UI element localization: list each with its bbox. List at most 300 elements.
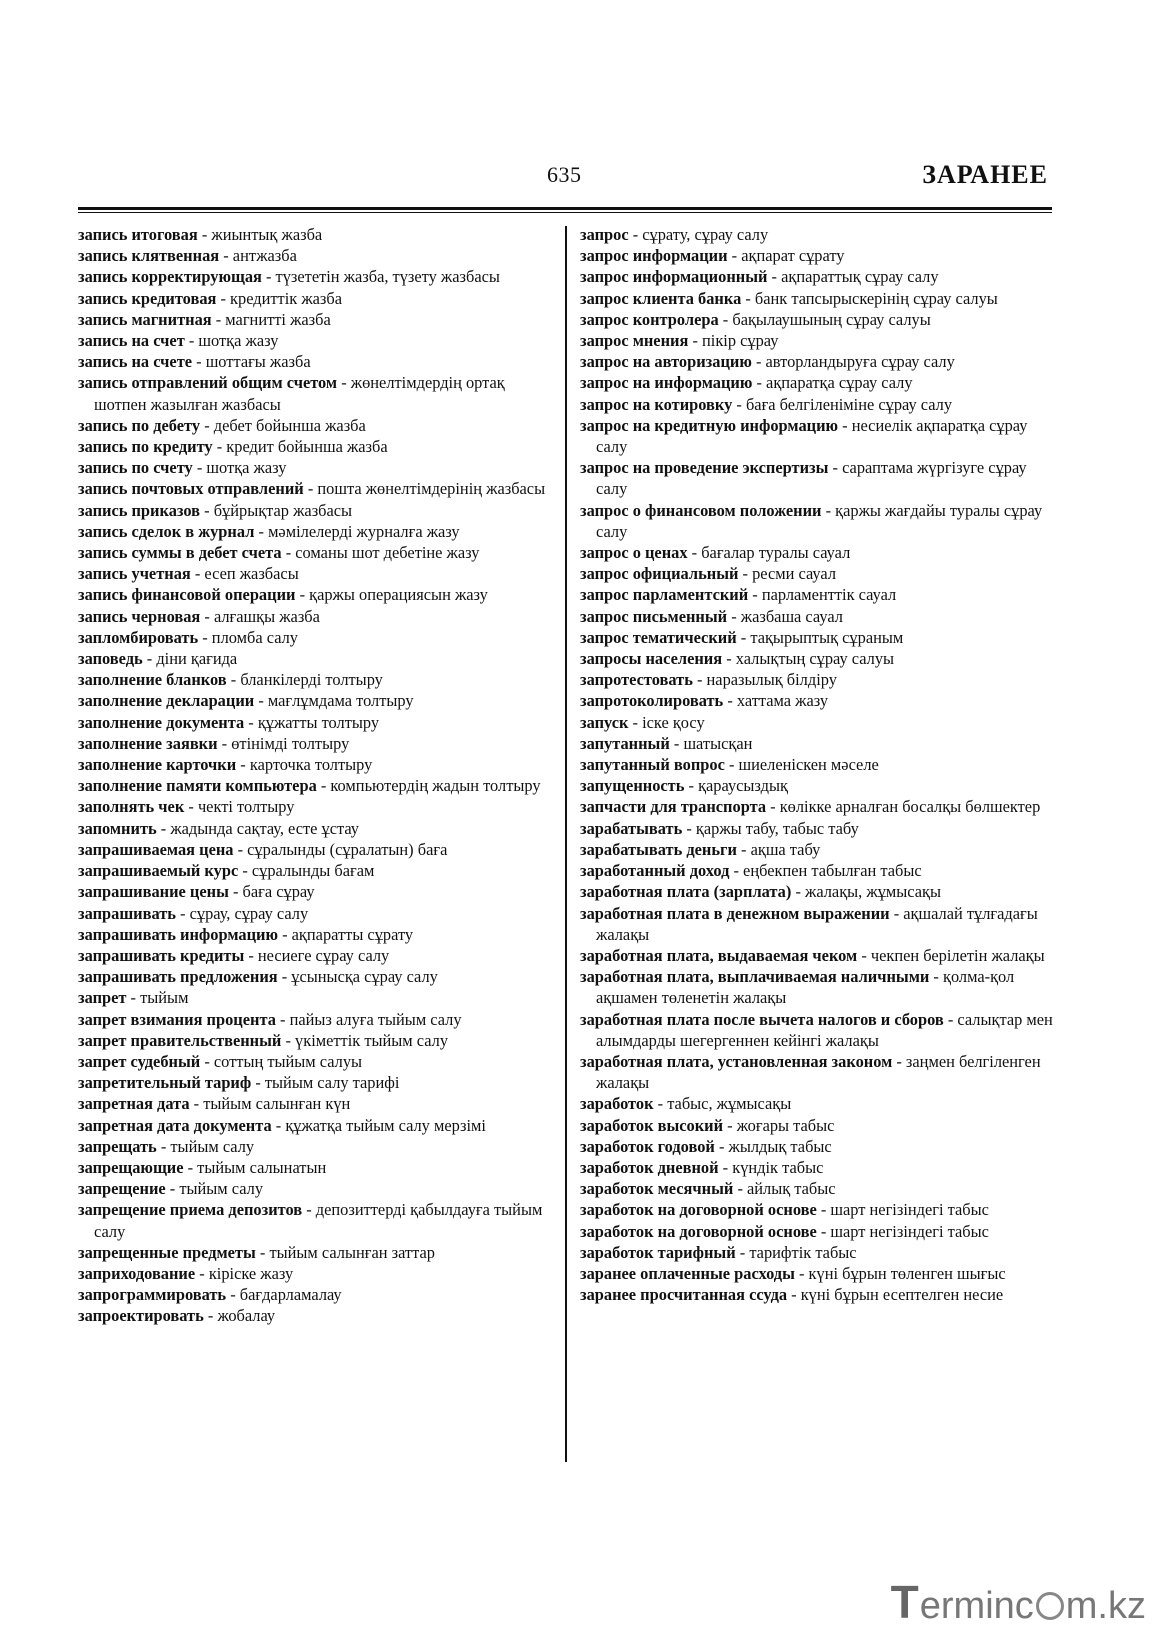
- entry-separator: -: [212, 437, 227, 457]
- entry-term: заработная плата (зарплата): [580, 882, 792, 902]
- entry-separator: -: [195, 1263, 209, 1283]
- dictionary-entry: [78, 1157, 558, 1178]
- entry-separator: -: [816, 1200, 831, 1220]
- dictionary-entry: [580, 500, 1055, 542]
- entry-definition: сұралынды бағам: [251, 861, 375, 881]
- entry-separator: -: [337, 373, 351, 393]
- entry-definition: магнитті жазба: [225, 309, 331, 329]
- entry-term: запись почтовых отправлений: [78, 479, 304, 499]
- entry-separator: -: [302, 1200, 316, 1220]
- dictionary-entry: [580, 415, 1055, 457]
- dictionary-entry: [580, 245, 1055, 266]
- entry-term: запись сделок в журнал: [78, 521, 255, 541]
- entry-separator: -: [175, 903, 190, 923]
- dictionary-entry: [580, 966, 1055, 1008]
- dictionary-entry: [78, 966, 558, 987]
- entry-term: запросы населения: [580, 649, 723, 669]
- dictionary-entry: [78, 1178, 558, 1199]
- entry-definition: күні бұрын есептелген несие: [800, 1285, 1004, 1305]
- entry-definition: авторландыруға сұрау салу: [765, 352, 955, 372]
- entry-separator: -: [184, 331, 199, 351]
- entry-definition: жылдық табыс: [728, 1136, 832, 1156]
- entry-separator: -: [724, 755, 739, 775]
- entry-term: запрос информационный: [580, 267, 768, 287]
- entry-definition: күні бұрын төленген шығыс: [808, 1263, 1006, 1283]
- dictionary-entry: [78, 881, 558, 902]
- entry-separator: -: [200, 606, 214, 626]
- dictionary-entry: [78, 754, 558, 775]
- entry-definition: ресми сауал: [752, 564, 836, 584]
- dictionary-entry: [580, 372, 1055, 393]
- dictionary-entry: [78, 796, 558, 817]
- entry-separator: -: [219, 246, 233, 266]
- entry-term: заработок дневной: [580, 1157, 719, 1177]
- dictionary-entry: [78, 987, 558, 1008]
- dictionary-entry: [78, 224, 558, 245]
- entry-term: запрещать: [78, 1136, 157, 1156]
- entry-definition: тыйым салынатын: [197, 1157, 327, 1177]
- entry-definition: ақпаратқа сұрау салу: [766, 373, 913, 393]
- dictionary-entry: [78, 733, 558, 754]
- dictionary-entry: [580, 563, 1055, 584]
- entry-definition: жиынтық жазба: [211, 225, 323, 244]
- watermark-t-icon: T: [890, 1576, 919, 1628]
- dictionary-entry: [580, 1136, 1055, 1157]
- entry-definition: несиеге сұрау салу: [257, 945, 390, 965]
- entry-term: заработок высокий: [580, 1115, 724, 1135]
- entry-definition: чекпен берілетін жалақы: [870, 945, 1045, 965]
- entry-term: запутанный вопрос: [580, 755, 725, 775]
- dictionary-entry: [78, 1051, 558, 1072]
- entry-definition: бақылаушының сұрау салуы: [732, 309, 931, 329]
- entry-definition: қолма-қол ақшамен төленетін жалақы: [596, 967, 1015, 1008]
- entry-separator: -: [197, 225, 212, 244]
- entry-term: заработок на договорной основе: [580, 1221, 817, 1241]
- entry-separator: -: [244, 945, 258, 965]
- watermark-text-a: erminc: [919, 1585, 1034, 1627]
- entry-separator: -: [281, 543, 296, 563]
- dictionary-entry: [78, 415, 558, 436]
- entry-term: зарабатывать деньги: [580, 839, 737, 859]
- entry-term: запись магнитная: [78, 309, 212, 329]
- entry-separator: -: [271, 1115, 286, 1135]
- entry-separator: -: [722, 649, 736, 669]
- dictionary-entry: [78, 372, 558, 414]
- dictionary-entry: [78, 1263, 558, 1284]
- entry-definition: сараптама жүргізуге сұрау салу: [596, 458, 1027, 499]
- entry-separator: -: [828, 458, 843, 478]
- entry-separator: -: [732, 394, 746, 414]
- entry-separator: -: [277, 967, 292, 987]
- entry-separator: -: [251, 1073, 265, 1093]
- entry-definition: хаттама жазу: [736, 691, 829, 711]
- dictionary-entry: [78, 1242, 558, 1263]
- entry-separator: -: [838, 415, 852, 435]
- entry-separator: -: [736, 839, 751, 859]
- entry-separator: -: [189, 1094, 204, 1114]
- entry-term: заполнение памяти компьютера: [78, 776, 317, 796]
- dictionary-entry: [78, 606, 558, 627]
- entry-separator: -: [787, 1285, 801, 1305]
- entry-definition: салықтар мен алымдарды шегергеннен кейінгі жалақы: [596, 1009, 1053, 1050]
- dictionary-entry: [580, 394, 1055, 415]
- entry-definition: тыйым салу: [179, 1179, 264, 1199]
- dictionary-entry: [580, 1115, 1055, 1136]
- dictionary-entry: [580, 881, 1055, 902]
- entry-term: запрашивать кредиты: [78, 945, 245, 965]
- entry-separator: -: [735, 1242, 750, 1262]
- dictionary-entry: [580, 351, 1055, 372]
- entry-separator: -: [684, 776, 699, 796]
- dictionary-entry: [78, 1009, 558, 1030]
- entry-separator: -: [692, 670, 707, 690]
- entry-definition: жалақы, жұмысақы: [805, 882, 941, 902]
- entry-separator: -: [733, 1179, 747, 1199]
- entry-separator: -: [303, 479, 318, 499]
- entry-term: запись финансовой операции: [78, 585, 296, 605]
- watermark-text-b: m.kz: [1065, 1585, 1146, 1627]
- entry-separator: -: [767, 267, 782, 287]
- entry-separator: -: [794, 1263, 809, 1283]
- entry-definition: қаржы табу, табыс табу: [695, 818, 859, 838]
- entry-definition: ақпараттық сұрау салу: [781, 267, 939, 287]
- dictionary-entry: [580, 1009, 1055, 1051]
- entry-definition: пікір сұрау: [702, 331, 779, 351]
- entry-definition: компьютердің жадын толтыру: [330, 776, 541, 796]
- entry-definition: карточка толтыру: [249, 755, 373, 775]
- entry-definition: кредит бойынша жазба: [226, 437, 388, 457]
- entry-term: запись по дебету: [78, 415, 201, 435]
- entry-definition: кредиттік жазба: [230, 288, 343, 308]
- entry-separator: -: [261, 267, 276, 287]
- entry-definition: ақпарат сұрату: [741, 246, 845, 266]
- entry-term: запись кредитовая: [78, 288, 217, 308]
- entry-separator: -: [816, 1221, 831, 1241]
- dictionary-entry: [78, 690, 558, 711]
- entry-definition: жадында сақтау, есте ұстау: [170, 818, 359, 838]
- dictionary-entry: [78, 309, 558, 330]
- entry-definition: дебет бойынша жазба: [213, 415, 366, 435]
- entry-definition: чекті толтыру: [197, 797, 295, 817]
- entry-separator: -: [156, 818, 171, 838]
- entry-definition: бағалар туралы сауал: [701, 543, 851, 563]
- dictionary-entry: [580, 733, 1055, 754]
- dictionary-entry: [78, 1305, 558, 1326]
- entry-definition: соттың тыйым салуы: [213, 1051, 363, 1071]
- entry-term: запрос информации: [580, 246, 728, 266]
- entry-definition: күндік табыс: [732, 1157, 824, 1177]
- dictionary-entry: [580, 690, 1055, 711]
- dictionary-entry: [78, 288, 558, 309]
- dictionary-entry: [78, 563, 558, 584]
- entry-definition: баға сұрау: [242, 882, 315, 902]
- dictionary-entry: [78, 839, 558, 860]
- entry-definition: шотқа жазу: [206, 458, 287, 478]
- dictionary-entry: [78, 818, 558, 839]
- entry-term: запрос на кредитную информацию: [580, 415, 839, 435]
- entry-definition: мәмілелерді журналға жазу: [268, 521, 460, 541]
- entry-definition: ұсынысқа сұрау салу: [291, 967, 438, 987]
- dictionary-entry: [78, 1093, 558, 1114]
- entry-definition: үкіметтік тыйым салу: [295, 1030, 449, 1050]
- dictionary-entry: [78, 1284, 558, 1305]
- dictionary-entry: [580, 584, 1055, 605]
- entry-term: запрос на авторизацию: [580, 352, 752, 372]
- entry-definition: қаржы операциясын жазу: [309, 585, 488, 605]
- entry-term: заработок: [580, 1094, 654, 1114]
- dictionary-entry: [580, 796, 1055, 817]
- dictionary-entry: [78, 478, 558, 499]
- dictionary-entry: [78, 351, 558, 372]
- entry-definition: табыс, жұмысақы: [667, 1094, 792, 1114]
- entry-separator: -: [943, 1009, 958, 1029]
- entry-term: заработок годовой: [580, 1136, 715, 1156]
- entry-separator: -: [217, 733, 232, 753]
- entry-term: запрос на информацию: [580, 373, 753, 393]
- dictionary-entry: [78, 903, 558, 924]
- entry-definition: банк тапсырыскерінің сұрау салуы: [754, 288, 998, 308]
- entry-term: заработная плата в денежном выражении: [580, 903, 890, 923]
- dictionary-entry: [78, 1072, 558, 1093]
- entry-term: запись итоговая: [78, 225, 198, 244]
- entry-term: заработная плата, выдаваемая чеком: [580, 945, 858, 965]
- entry-separator: -: [738, 564, 753, 584]
- entry-separator: -: [165, 1179, 180, 1199]
- entry-term: запротестовать: [580, 670, 693, 690]
- dictionary-entry: [78, 945, 558, 966]
- entry-term: заприходование: [78, 1263, 196, 1283]
- entry-separator: -: [727, 246, 742, 266]
- entry-term: запрос на проведение экспертизы: [580, 458, 829, 478]
- entry-term: запись на счете: [78, 352, 193, 372]
- entry-separator: -: [821, 500, 836, 520]
- entry-separator: -: [889, 903, 904, 923]
- dictionary-entry: [580, 606, 1055, 627]
- entry-term: заполнение карточки: [78, 755, 237, 775]
- entry-separator: -: [729, 861, 744, 881]
- entry-separator: -: [295, 585, 310, 605]
- dictionary-entry: [78, 521, 558, 542]
- dictionary-entry: [78, 627, 558, 648]
- entry-separator: -: [126, 988, 141, 1008]
- dictionary-entry: [580, 860, 1055, 881]
- entry-separator: -: [723, 691, 737, 711]
- entry-separator: -: [752, 373, 767, 393]
- entry-term: запутанный: [580, 733, 670, 753]
- dictionary-entry: [580, 1178, 1055, 1199]
- entry-term: запись корректирующая: [78, 267, 262, 287]
- entry-separator: -: [238, 861, 252, 881]
- entry-term: запрет: [78, 988, 127, 1008]
- entry-term: запретная дата: [78, 1094, 190, 1114]
- dictionary-entry: [580, 839, 1055, 860]
- entry-term: заполнение бланков: [78, 670, 227, 690]
- header-rule-thick: [78, 207, 1052, 210]
- entry-separator: -: [682, 818, 696, 838]
- entry-term: заработок на договорной основе: [580, 1200, 817, 1220]
- dictionary-entry: [78, 924, 558, 945]
- entry-separator: -: [929, 967, 943, 987]
- entry-definition: жобалау: [217, 1306, 276, 1326]
- entry-term: зарабатывать: [580, 818, 683, 838]
- entry-separator: -: [669, 733, 684, 753]
- entry-definition: мағлұмдама толтыру: [267, 691, 414, 711]
- dictionary-entry: [78, 775, 558, 796]
- dictionary-entry: [580, 627, 1055, 648]
- entry-separator: -: [236, 755, 250, 775]
- entry-definition: құжатқа тыйым салу мерзімі: [285, 1115, 486, 1135]
- entry-definition: антжазба: [232, 246, 297, 266]
- entry-term: запроектировать: [78, 1306, 204, 1326]
- entry-term: запрос клиента банка: [580, 288, 742, 308]
- entry-term: запись отправлений общим счетом: [78, 373, 338, 393]
- entry-term: запрос о ценах: [580, 543, 688, 563]
- entry-term: запрашивание цены: [78, 882, 229, 902]
- dictionary-entry: [78, 500, 558, 521]
- entry-definition: парламенттік сауал: [761, 585, 897, 605]
- entry-separator: -: [751, 352, 766, 372]
- dictionary-entry: [580, 1199, 1055, 1220]
- entry-separator: -: [190, 564, 205, 584]
- dictionary-entry: [78, 1136, 558, 1157]
- dictionary-entry: [580, 945, 1055, 966]
- entry-separator: -: [718, 309, 733, 329]
- entry-separator: -: [281, 1030, 296, 1050]
- entry-separator: -: [278, 924, 292, 944]
- entry-definition: сұралынды (сұралатын) баға: [247, 839, 448, 859]
- dictionary-entry: [580, 330, 1055, 351]
- entry-separator: -: [254, 521, 269, 541]
- entry-separator: -: [727, 606, 741, 626]
- entry-definition: депозиттерді қабылдауға тыйым салу: [94, 1200, 543, 1241]
- entry-definition: ақша табу: [750, 839, 821, 859]
- dictionary-entry: [580, 648, 1055, 669]
- entry-term: запрос о финансовом положении: [580, 500, 822, 520]
- entry-term: запись на счет: [78, 331, 185, 351]
- entry-separator: -: [736, 627, 751, 647]
- entry-term: запись клятвенная: [78, 246, 220, 266]
- entry-definition: қараусыздық: [698, 776, 788, 796]
- dictionary-entry: [580, 1051, 1055, 1093]
- entry-definition: жөнелтімдердің ортақ шотпен жазылған жазбасы: [94, 373, 505, 414]
- entry-definition: ақпаратты сұрату: [291, 924, 414, 944]
- entry-term: заполнять чек: [78, 797, 185, 817]
- dictionary-entry: [580, 309, 1055, 330]
- entry-term: запрет правительственный: [78, 1030, 282, 1050]
- dictionary-entry: [78, 584, 558, 605]
- entry-separator: -: [254, 691, 268, 711]
- dictionary-entry: [580, 1093, 1055, 1114]
- entry-definition: несиелік ақпаратқа сұрау салу: [596, 415, 1028, 457]
- header-rule-thin: [78, 212, 1052, 213]
- entry-definition: пошта жөнелтімдерінің жазбасы: [317, 479, 546, 499]
- entry-definition: тыйым салу: [170, 1136, 255, 1156]
- entry-term: заповедь: [78, 649, 143, 669]
- entry-term: запись по кредиту: [78, 437, 213, 457]
- entry-term: запретительный тариф: [78, 1073, 252, 1093]
- entry-definition: тыйым салу тарифі: [264, 1073, 400, 1093]
- entry-definition: шарт негізіндегі табыс: [830, 1221, 989, 1241]
- left-column: [78, 224, 558, 1327]
- dictionary-entry: [78, 1030, 558, 1051]
- entry-definition: тақырыптық сұраным: [750, 627, 904, 647]
- entry-definition: пайыз алуға тыйым салу: [289, 1009, 462, 1029]
- entry-term: запрашиваемая цена: [78, 839, 234, 859]
- dictionary-entry: [580, 818, 1055, 839]
- entry-term: запомнить: [78, 818, 157, 838]
- entry-term: запрещенные предметы: [78, 1242, 256, 1262]
- entry-separator: -: [791, 882, 805, 902]
- entry-term: заполнение декларации: [78, 691, 255, 711]
- right-column: [580, 224, 1055, 1305]
- entry-separator: -: [200, 1051, 214, 1071]
- entry-separator: -: [714, 1136, 729, 1156]
- entry-term: заработок месячный: [580, 1179, 734, 1199]
- entry-separator: -: [192, 352, 206, 372]
- entry-definition: тыйым салынған заттар: [269, 1242, 435, 1262]
- entry-definition: еңбекпен табылған табыс: [743, 861, 922, 881]
- entry-definition: шотқа жазу: [198, 331, 279, 351]
- dictionary-entry: [580, 754, 1055, 775]
- entry-separator: -: [723, 1115, 737, 1135]
- entry-definition: кіріске жазу: [208, 1263, 294, 1283]
- dictionary-entry: [580, 1284, 1055, 1305]
- entry-separator: -: [275, 1009, 290, 1029]
- entry-separator: -: [200, 500, 214, 520]
- entry-separator: -: [233, 839, 248, 859]
- entry-term: запрещение: [78, 1179, 166, 1199]
- entry-term: запрос мнения: [580, 331, 689, 351]
- entry-definition: айлық табыс: [747, 1179, 836, 1199]
- entry-definition: пломба салу: [211, 627, 298, 647]
- entry-separator: -: [184, 797, 198, 817]
- entry-term: запрашивать предложения: [78, 967, 278, 987]
- entry-separator: -: [226, 1285, 240, 1305]
- entry-term: запись суммы в дебет счета: [78, 543, 282, 563]
- entry-term: заработная плата, выплачиваемая наличными: [580, 967, 930, 987]
- column-divider: [565, 226, 567, 1462]
- dictionary-entry: [580, 1263, 1055, 1284]
- entry-definition: шатысқан: [683, 733, 753, 753]
- entry-term: запущенность: [580, 776, 685, 796]
- entry-term: запрос парламентский: [580, 585, 749, 605]
- dictionary-entry: [580, 224, 1055, 245]
- entry-term: заполнение документа: [78, 712, 245, 732]
- entry-definition: наразылық білдіру: [706, 670, 837, 690]
- entry-term: заполнение заявки: [78, 733, 218, 753]
- entry-separator: -: [628, 225, 643, 244]
- entry-term: запротоколировать: [580, 691, 724, 711]
- dictionary-entry: [580, 712, 1055, 733]
- entry-definition: діни қағида: [156, 649, 238, 669]
- entry-term: запись по счету: [78, 458, 193, 478]
- entry-term: заработная плата после вычета налогов и сборов: [580, 1009, 944, 1029]
- entry-separator: -: [183, 1157, 198, 1177]
- entry-term: заранее оплаченные расходы: [580, 1263, 795, 1283]
- entry-definition: алғашқы жазба: [213, 606, 320, 626]
- entry-definition: бланкілерді толтыру: [240, 670, 383, 690]
- entry-definition: тыйым: [140, 988, 189, 1008]
- dictionary-entry: [580, 288, 1055, 309]
- entry-definition: ақшалай тұлғадағы жалақы: [596, 903, 1038, 944]
- dictionary-entry: [580, 1242, 1055, 1263]
- entry-separator: -: [687, 543, 702, 563]
- entry-separator: -: [255, 1242, 270, 1262]
- entry-separator: -: [156, 1136, 171, 1156]
- entry-separator: -: [203, 1306, 218, 1326]
- entry-definition: тыйым салынған күн: [203, 1094, 351, 1114]
- entry-definition: шиеленіскен мәселе: [738, 755, 879, 775]
